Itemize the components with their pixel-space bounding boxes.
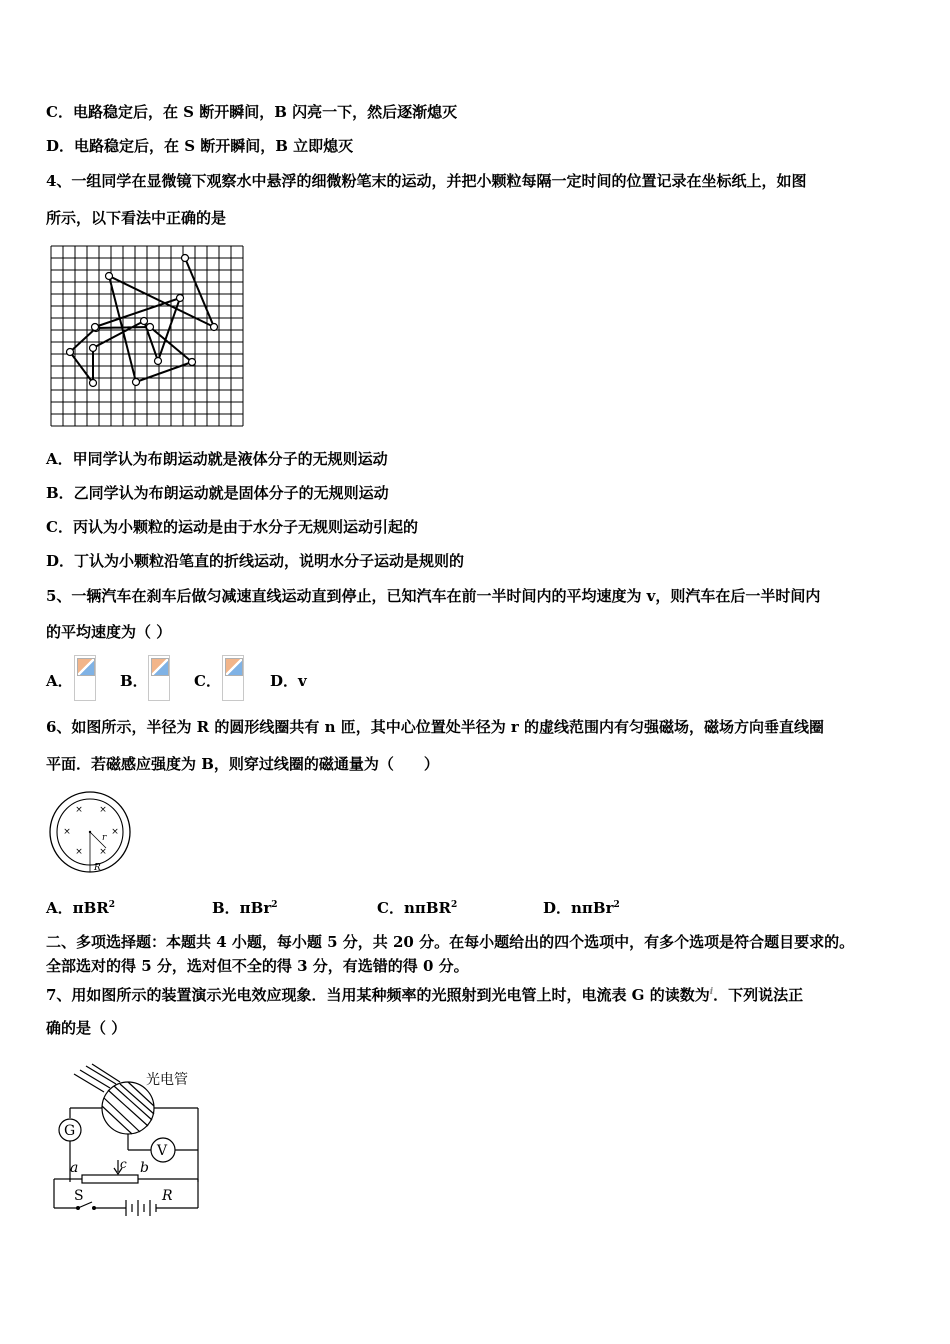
q4-option-b: B．乙同学认为布朗运动就是固体分子的无规则运动 [46, 484, 389, 502]
q5-stem-1: 5、一辆汽车在刹车后做匀减速直线运动直到停止，已知汽车在前一半时间内的平均速度为 v，则汽车在后一半时间内 [46, 587, 821, 605]
q5-option-b-label: B． [120, 672, 148, 690]
q5-option-d-label: D．v [270, 672, 307, 690]
q6-option-a: A．πBR$^2$ [46, 899, 116, 917]
svg-text:×: × [111, 827, 119, 837]
q4-option-c: C．丙认为小颗粒的运动是由于水分子无规则运动引起的 [46, 518, 418, 536]
svg-text:×: × [75, 805, 83, 815]
brownian-grid-figure [50, 245, 244, 427]
small-radius-label: r [102, 833, 107, 843]
q4-stem-2: 所示，以下看法中正确的是 [46, 209, 227, 227]
coil-figure [46, 790, 136, 876]
svg-text:×: × [63, 827, 71, 837]
q7-stem-2: 确的是（ ） [46, 1019, 127, 1037]
broken-image-icon [222, 655, 244, 701]
switch-s-label: S [74, 1188, 84, 1204]
q6-stem-1: 6、如图所示，半径为 R 的圆形线圈共有 n 匝，其中心位置处半径为 r 的虚线范围内有匀强磁场，磁场方向垂直线圈 [46, 718, 825, 736]
slider-c-label: c [120, 1157, 127, 1171]
q4-option-a: A．甲同学认为布朗运动就是液体分子的无规则运动 [46, 450, 388, 468]
terminal-a-label: a [70, 1160, 79, 1176]
line-d-option: D．电路稳定后，在 S 断开瞬间，B 立即熄灭 [46, 137, 354, 155]
svg-text:×: × [99, 847, 107, 857]
terminal-b-label: b [140, 1160, 149, 1176]
q5-stem-2: 的平均速度为（ ） [46, 623, 172, 641]
voltmeter-label: V [157, 1143, 168, 1159]
photoelectric-circuit-figure [48, 1060, 218, 1220]
q5-option-a-label: A． [46, 672, 73, 690]
galvanometer-label: G [64, 1123, 76, 1139]
svg-text:×: × [75, 847, 83, 857]
broken-image-icon [74, 655, 96, 701]
resistor-r-label: R [162, 1188, 173, 1204]
q7-stem-1: 7、用如图所示的装置演示光电效应现象．当用某种频率的光照射到光电管上时，电流表 G 的读数为$^i$．下列说法正 [46, 986, 804, 1004]
big-radius-label: R [94, 863, 101, 873]
q6-option-b: B．πBr$^2$ [212, 899, 278, 917]
q6-stem-2: 平面．若磁感应强度为 B，则穿过线圈的磁通量为（ ） [46, 755, 439, 773]
q5-option-c-label: C． [194, 672, 221, 690]
line-c-option: C．电路稳定后，在 S 断开瞬间，B 闪亮一下，然后逐渐熄灭 [46, 103, 458, 121]
q4-option-d: D．丁认为小颗粒沿笔直的折线运动，说明水分子运动是规则的 [46, 552, 465, 570]
broken-image-icon [148, 655, 170, 701]
q4-stem-1: 4、一组同学在显微镜下观察水中悬浮的细微粉笔末的运动，并把小颗粒每隔一定时间的位置记录在坐标纸上，如图 [46, 172, 807, 190]
svg-text:×: × [99, 805, 107, 815]
phototube-label: 光电管 [146, 1072, 188, 1088]
section-2-heading-2: 全部选对的得 5 分，选对但不全的得 3 分，有选错的得 0 分。 [46, 957, 469, 975]
q6-option-c: C．nπBR$^2$ [377, 899, 458, 917]
q6-option-d: D．nπBr$^2$ [543, 899, 620, 917]
section-2-heading-1: 二、多项选择题：本题共 4 小题，每小题 5 分，共 20 分。在每小题给出的四个选项中，有多个选项是符合题目要求的。 [46, 933, 855, 951]
